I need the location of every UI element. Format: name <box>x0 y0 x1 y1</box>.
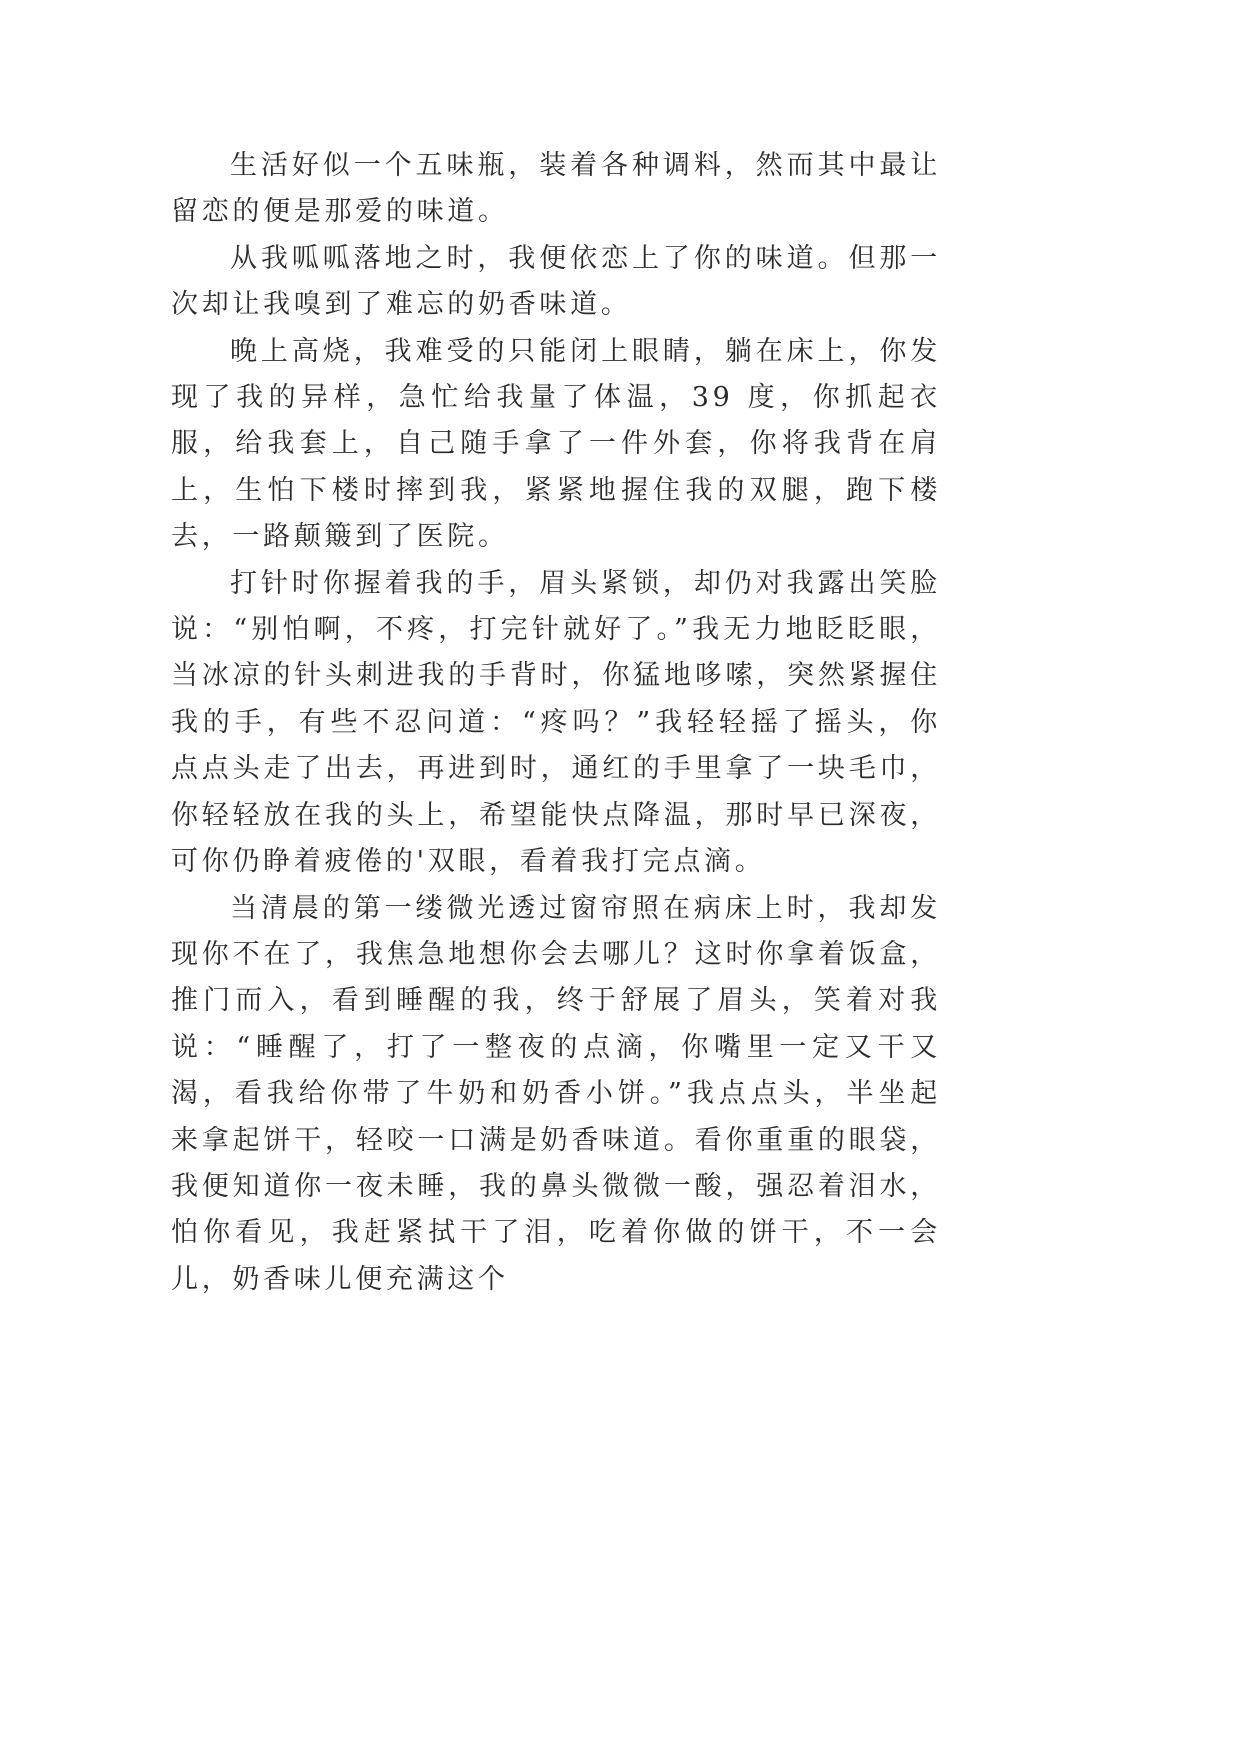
paragraph: 生活好似一个五味瓶，装着各种调料，然而其中最让留恋的便是那爱的味道。 <box>171 150 941 228</box>
paragraph: 当清晨的第一缕微光透过窗帘照在病床上时，我却发现你不在了，我焦急地想你会去哪儿？这时你拿着饭盒，推门而入，看到睡醒的我，终于舒展了眉头，笑着对我说：“睡醒了，打了一整夜的点滴，你嘴里一定又干又渴，看我给你带了牛奶和奶香小饼。”我点点头，半坐起来拿起饼干，轻咬一口满是奶香味道。看你重重的眼袋，我便知道你一夜未睡，我的鼻头微微一酸，强忍着泪水，怕你看见，我赶紧拭干了泪，吃着你做的饼干，不一会儿，奶香味儿便充满这个 <box>171 892 941 1295</box>
paragraph: 晚上高烧，我难受的只能闭上眼睛，躺在床上，你发现了我的异样，急忙给我量了体温，39 度，你抓起衣服，给我套上，自己随手拿了一件外套，你将我背在肩上，生怕下楼时摔到我，紧紧地握住我的双腿，跑下楼去，一路颠簸到了医院。 <box>171 335 941 553</box>
document-body <box>171 143 941 1303</box>
paragraph: 打针时你握着我的手，眉头紧锁，却仍对我露出笑脸说：“别怕啊，不疼，打完针就好了。”我无力地眨眨眼，当冰凉的针头刺进我的手背时，你猛地哆嗦，突然紧握住我的手，有些不忍问道：“疼吗？”我轻轻摇了摇头，你点点头走了出去，再进到时，通红的手里拿了一块毛巾，你轻轻放在我的头上，希望能快点降温，那时早已深夜，可你仍睁着疲倦的'双眼，看着我打完点滴。 <box>171 567 941 878</box>
paragraph: 从我呱呱落地之时，我便依恋上了你的味道。但那一次却让我嗅到了难忘的奶香味道。 <box>171 242 941 321</box>
